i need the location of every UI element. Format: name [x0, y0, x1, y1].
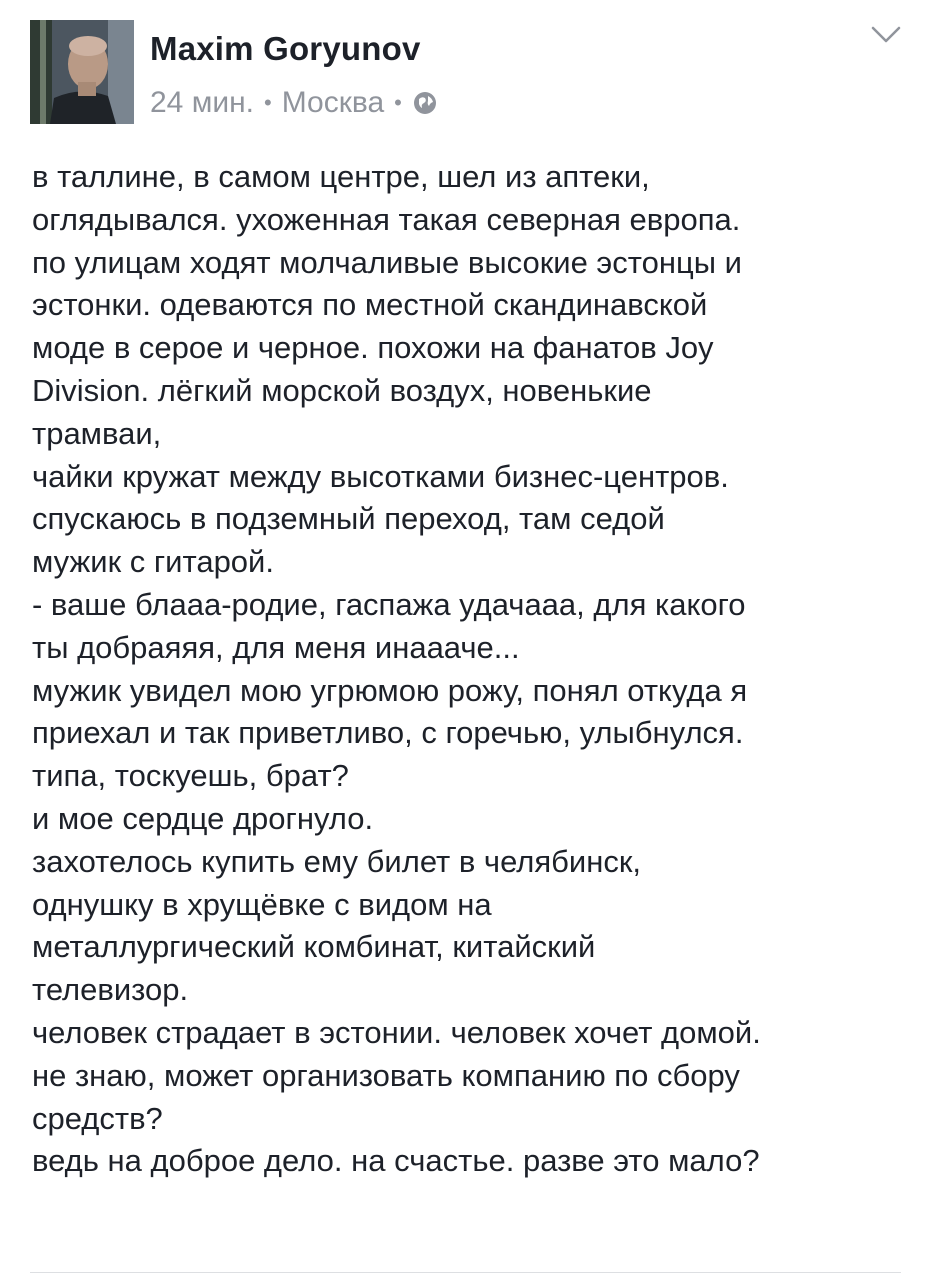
post-body	[32, 156, 912, 1183]
meta-separator: •	[264, 90, 272, 115]
post-text-line: Division. лёгкий морской воздух, новенькие	[32, 372, 652, 408]
post-text-line: человек страдает в эстонии. человек хочет домой.	[32, 1014, 761, 1050]
post-text-line: мужик увидел мою угрюмою рожу, понял откуда я	[32, 672, 748, 708]
post-time[interactable]: 24 мин.	[150, 86, 254, 119]
post-text-line: средств?	[32, 1100, 163, 1136]
post-text-line: типа, тоскуешь, брат?	[32, 758, 349, 794]
post-text-line: чайки кружат между высотками бизнес-центров.	[32, 458, 729, 494]
post-text-line: трамваи,	[32, 415, 162, 451]
post-text-line: в таллине, в самом центре, шел из аптеки,	[32, 159, 650, 194]
divider	[30, 1272, 901, 1273]
post-text-line: мужик с гитарой.	[32, 544, 274, 580]
meta-separator: •	[394, 90, 402, 115]
globe-icon	[412, 90, 438, 116]
post-text-line: захотелось купить ему билет в челябинск,	[32, 843, 642, 879]
post-text-line: ты добраяяя, для меня инаааче...	[32, 629, 520, 665]
post-text-line: и мое сердце дрогнуло.	[32, 800, 374, 836]
post-header	[30, 20, 910, 130]
chevron-down-icon[interactable]	[870, 24, 902, 46]
post-text-line: спускаюсь в подземный переход, там седой	[32, 501, 665, 537]
post-text-line: моде в серое и черное. похожи на фанатов Joy	[32, 330, 714, 366]
author-name[interactable]: Maxim Goryunov	[150, 30, 421, 67]
avatar[interactable]	[30, 20, 134, 124]
post-text-line: приехал и так приветливо, с горечью, улыбнулся.	[32, 715, 744, 751]
post-text-line: оглядывался. ухоженная такая северная европа.	[32, 201, 741, 237]
post-location[interactable]: Москва	[281, 86, 385, 119]
post-text-line: телевизор.	[32, 972, 189, 1008]
post-text-line: однушку в хрущёвке с видом на	[32, 886, 492, 922]
post-meta	[150, 86, 438, 120]
post-text-line: металлургический комбинат, китайский	[32, 929, 596, 965]
post-text-line: не знаю, может организовать компанию по сбору	[32, 1057, 740, 1093]
post-text-line: ведь на доброе дело. на счастье. разве это мало?	[32, 1143, 760, 1179]
post-text-line: - ваше блааа-родие, гаспажа удачааа, для какого	[32, 586, 746, 622]
post-text-line: по улицам ходят молчаливые высокие эстонцы и	[32, 244, 742, 280]
post-text-line: эстонки. одеваются по местной скандинавской	[32, 287, 708, 323]
